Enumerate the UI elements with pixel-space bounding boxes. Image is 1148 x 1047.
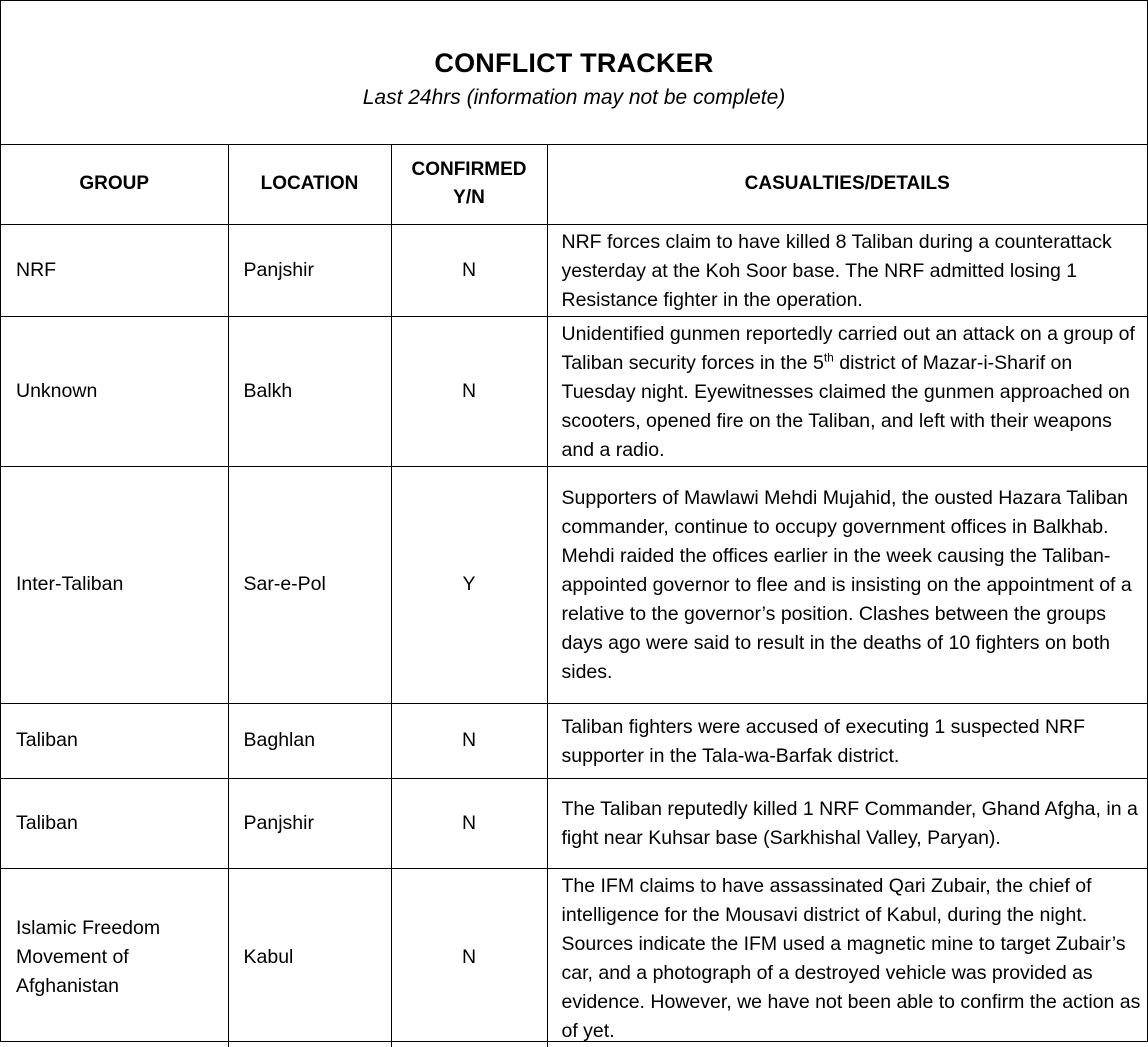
details-cell: Supporters of Mawlawi Mehdi Mujahid, the ousted Hazara Taliban commander, continue to occupy government offices in Balkhab. Mehdi raided the offices earlier in the week causing the Taliban-appointed governor to flee and is insisting on the appointment of a relative to the governor’s position. Clashes between the groups days ago were said to result in the deaths of 10 fighters on both sides. — [547, 466, 1147, 703]
details-cell — [547, 316, 1147, 466]
column-header-confirmed-line1: CONFIRMED — [411, 159, 527, 181]
group-cell: Unknown — [1, 316, 228, 466]
details-cell: The Taliban reputedly killed 1 NRF Commander, Ghand Afgha, in a fight near Kuhsar base (Sarkhishal Valley, Paryan). — [547, 778, 1147, 868]
group-cell: Inter-Taliban — [1, 466, 228, 703]
location-cell: Panjshir — [228, 778, 391, 868]
details-cell: NRF forces claim to have killed 8 Taliban during a counterattack yesterday at the Koh Soor base. The NRF admitted losing 1 Resistance fighter in the operation. — [547, 224, 1147, 316]
title-block — [1, 1, 1147, 145]
confirmed-cell: N — [391, 703, 547, 778]
column-header-confirmed — [391, 145, 547, 224]
group-cell: Taliban — [1, 778, 228, 868]
details-cell: Taliban fighters were accused of executing 1 suspected NRF supporter in the Tala-wa-Barfak district. — [547, 703, 1147, 778]
details-text-part: Unidentified gunmen reportedly carried out an attack on a group of Taliban security forces in the 5 — [561, 322, 1135, 374]
table-row — [1, 868, 1147, 1047]
column-header-group: GROUP — [1, 145, 228, 224]
confirmed-cell: N — [391, 224, 547, 316]
column-header-confirmed-line2: Y/N — [453, 187, 485, 209]
location-cell: Panjshir — [228, 224, 391, 316]
table-row — [1, 224, 1147, 316]
table-row — [1, 316, 1147, 466]
group-cell: Taliban — [1, 703, 228, 778]
location-cell: Sar-e-Pol — [228, 466, 391, 703]
table-row — [1, 703, 1147, 778]
details-cell: The IFM claims to have assassinated Qari Zubair, the chief of intelligence for the Mousavi district of Kabul, during the night. Sources indicate the IFM used a magnetic mine to target Zubair’s car, and a photograph of a destroyed vehicle was provided as evidence. However, we have not been able to confirm the action as of yet. — [547, 868, 1147, 1047]
table-header-row — [1, 145, 1147, 224]
location-cell: Kabul — [228, 868, 391, 1047]
table-row — [1, 466, 1147, 703]
column-header-location: LOCATION — [228, 145, 391, 224]
confirmed-cell: N — [391, 868, 547, 1047]
location-cell: Balkh — [228, 316, 391, 466]
column-header-details: CASUALTIES/DETAILS — [547, 145, 1147, 224]
group-cell: Islamic Freedom Movement of Afghanistan — [1, 868, 228, 1047]
confirmed-cell: N — [391, 778, 547, 868]
ordinal-superscript: th — [823, 350, 834, 364]
details-text-part: district of Mazar-i-Sharif on Tuesday night. Eyewitnesses claimed the gunmen approached on scooters, opened fire on the Taliban, and left with their weapons and a radio. — [561, 351, 1130, 461]
group-cell: NRF — [1, 224, 228, 316]
table-row — [1, 778, 1147, 868]
location-cell: Baghlan — [228, 703, 391, 778]
confirmed-cell: N — [391, 316, 547, 466]
page-subtitle: Last 24hrs (information may not be complete) — [362, 86, 786, 109]
confirmed-cell: Y — [391, 466, 547, 703]
conflict-table — [1, 145, 1147, 1047]
page-title: CONFLICT TRACKER — [434, 48, 714, 78]
